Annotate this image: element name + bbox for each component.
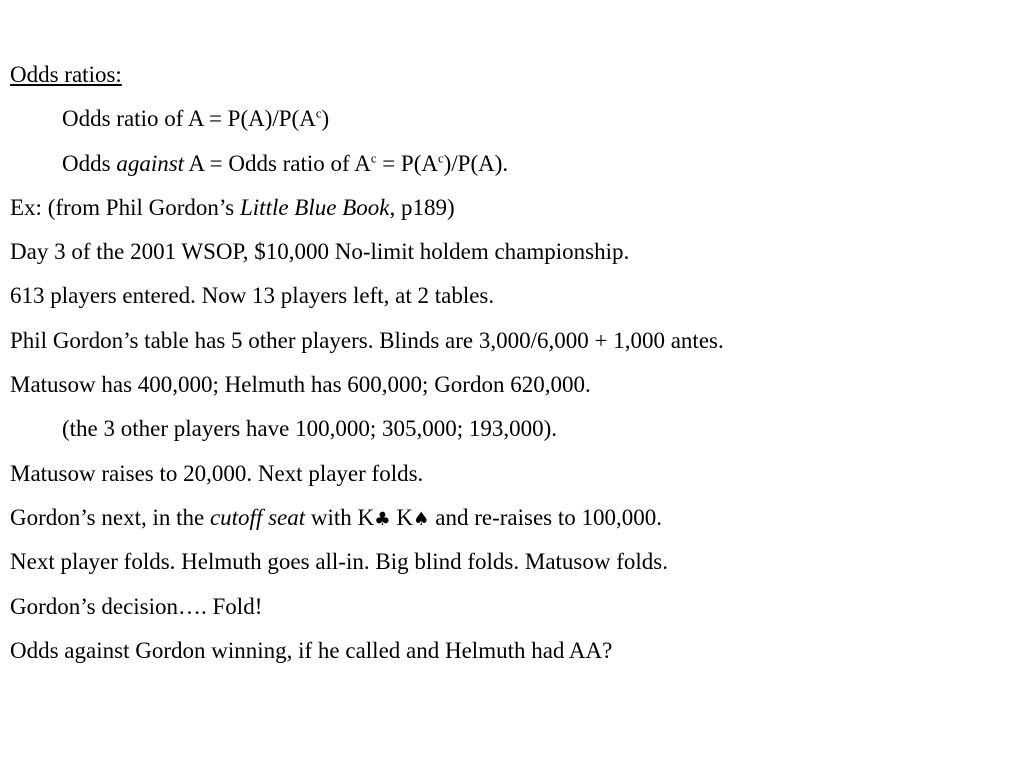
cutoff-seat-emphasis: cutoff seat — [209, 504, 306, 530]
decision-line: Gordon’s decision…. Fold! — [10, 593, 263, 619]
other-players-line: (the 3 other players have 100,000; 305,000; 193,000). — [62, 416, 558, 442]
def2-part1: A = Odds ratio of A — [184, 150, 371, 176]
def1-suffix: ) — [321, 106, 330, 132]
day3-line: Day 3 of the 2001 WSOP, $10,000 No-limit holdem championship. — [10, 239, 630, 265]
def2-superscript-2: c — [437, 150, 444, 165]
slide-title: Odds ratios: — [10, 62, 122, 87]
gordon-part3: K — [390, 504, 414, 530]
question-line: Odds against Gordon winning, if he called and Helmuth had AA? — [10, 637, 613, 663]
gordon-part4: and re-raises to 100,000. — [429, 504, 663, 530]
table-line: Phil Gordon’s table has 5 other players. Blinds are 3,000/6,000 + 1,000 antes. — [10, 327, 724, 353]
club-suit-icon: ♣ — [374, 508, 391, 530]
slide-title-line — [10, 59, 1014, 103]
ex-prefix: Ex: (from Phil Gordon’s — [10, 194, 240, 220]
odds-against-definition — [10, 148, 1014, 192]
odds-ratio-definition — [10, 103, 1014, 147]
allin-line: Next player folds. Helmuth goes all-in. Big blind folds. Matusow folds. — [10, 549, 668, 575]
slide-content — [10, 59, 1014, 679]
gordon-part1: Gordon’s next, in the — [10, 504, 210, 530]
def1-prefix: Odds ratio of A = P(A)/P(A — [62, 106, 316, 132]
ex-suffix: , p189) — [389, 194, 455, 220]
raise-line: Matusow raises to 20,000. Next player folds. — [10, 460, 424, 486]
def2-against-emphasis: against — [116, 150, 185, 176]
def2-part3: )/P(A). — [443, 150, 509, 176]
gordon-part2: with K — [305, 504, 375, 530]
def1-superscript: c — [315, 106, 322, 121]
stacks-line: Matusow has 400,000; Helmuth has 600,000; Gordon 620,000. — [10, 372, 591, 398]
spade-suit-icon: ♠ — [413, 508, 430, 530]
def2-part2: = P(A — [376, 150, 438, 176]
def2-odds: Odds — [62, 150, 117, 176]
ex-book-title: Little Blue Book — [240, 194, 390, 220]
gordon-reraise-line — [10, 502, 1014, 546]
example-source-line — [10, 192, 1014, 236]
players-line: 613 players entered. Now 13 players left, at 2 tables. — [10, 283, 495, 309]
def2-superscript-1: c — [370, 150, 377, 165]
